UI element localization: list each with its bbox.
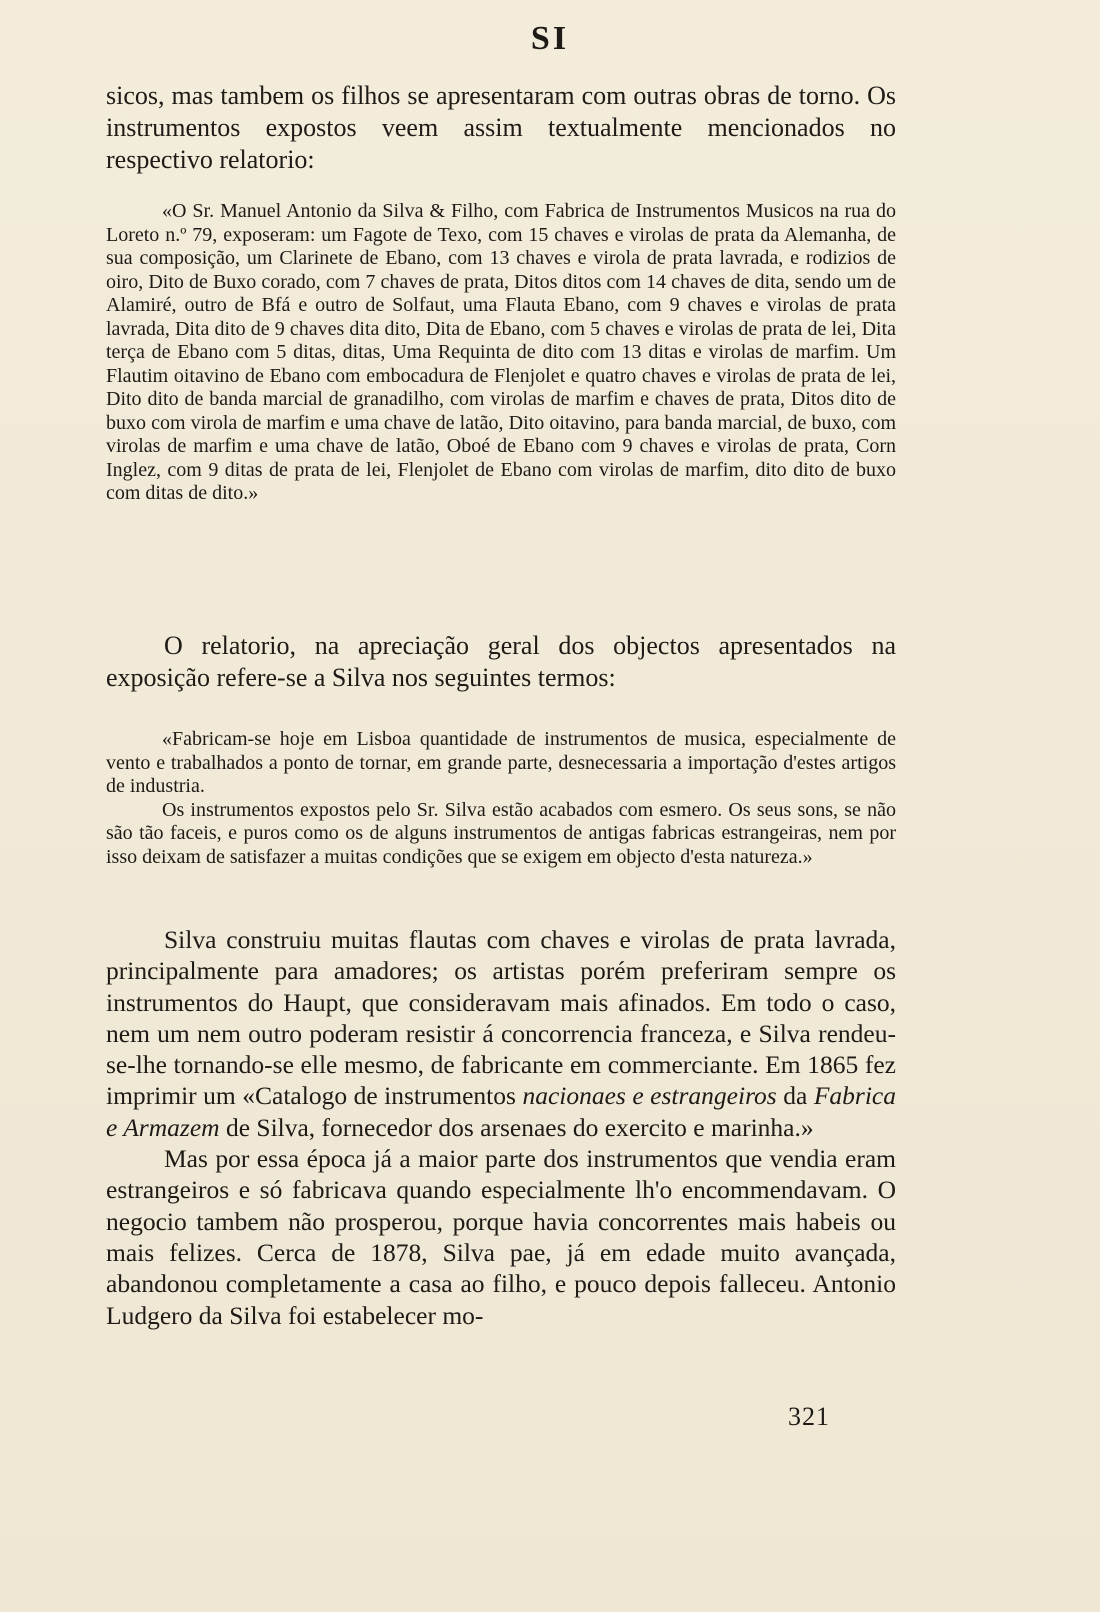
intro-text: sicos, mas tambem os filhos se apresentaram com outras obras de torno. Os instrumentos expostos veem assim textualmente mencionados no respectivo relatorio: bbox=[106, 81, 896, 174]
italic-run: Fabrica e Armazem bbox=[106, 1081, 896, 1142]
quote-2a-text: «Fabricam-se hoje em Lisboa quantidade de instrumentos de musica, especialmente de vento e trabalhados a ponto de tornar, em grande parte, desnecessaria a importação d'estes artigos de industria. bbox=[106, 728, 896, 797]
text-run: da bbox=[776, 1081, 814, 1111]
quote-2b-text: Os instrumentos expostos pelo Sr. Silva estão acabados com esmero. Os seus sons, se não são tão faceis, e puros como os de alguns instrumentos de antigas fabricas estrangeiras, nem por isso deixam de satisfazer a muitas condições que se exigem em objecto d'esta natureza.» bbox=[106, 798, 896, 868]
business-decline-paragraph: Mas por essa época já a maior parte dos instrumentos que vendia eram estrangeiros e só fabricava quando especialmente lh'o encommendavam. O negocio tambem não prosperou, porque havia concorrentes mais habeis ou mais felizes. Cerca de 1878, Silva pae, já em edade muito avançada, abandonou completamente a casa ao filho, e pouco depois falleceu. Antonio Ludgero da Silva foi estabelecer mo- bbox=[106, 1144, 896, 1330]
text-run: Silva construiu muitas flautas com chaves e virolas de prata lavrada, principalmente para amadores; os artistas porém preferiram sempre os instrumentos do Haupt, que consideravam mais afinados. Em todo o caso, nem um nem outro poderam resistir á concorrencia franceza, e Silva rendeu-se-lhe tornando-se elle mesmo, de fabricante em commerciante. Em 1865 fez imprimir um «Catalogo de instrumentos bbox=[106, 925, 896, 1111]
report-assessment-quote bbox=[106, 728, 896, 869]
page-number: 321 bbox=[788, 1402, 830, 1431]
intro-paragraph bbox=[106, 80, 896, 176]
silva-flutes-paragraph bbox=[106, 924, 896, 1143]
running-head: SI bbox=[530, 20, 570, 57]
middle-text: O relatorio, na apreciação geral dos objectos apresentados na exposição refere-se a Silva nos seguintes termos: bbox=[106, 631, 896, 692]
middle-paragraph bbox=[106, 630, 896, 694]
text-run: de Silva, fornecedor dos arsenaes do exercito e marinha.» bbox=[219, 1112, 814, 1142]
quote-1-text: «O Sr. Manuel Antonio da Silva & Filho, com Fabrica de Instrumentos Musicos na rua do Loreto n.º 79, exposeram: um Fagote de Texo, com 15 chaves e virolas de prata da Alemanha, de sua composição, um Clarinete de Ebano, com 13 chaves e virola de prata lavrada, e rodizios de oiro, Dito de Buxo corado, com 7 chaves de prata, Ditos ditos com 14 chaves de dita, sendo um de Alamiré, outro de Bfá e outro de Solfaut, uma Flauta Ebano, com 9 chaves e virolas de prata lavrada, Dita dito de 9 chaves dita dito, Dita de Ebano, com 5 chaves e virolas de prata de lei, Dita terça de Ebano com 5 ditas, ditas, Uma Requinta de dito com 13 ditas e virolas de marfim. Um Flautim oitavino de Ebano com embocadura de Flenjolet e quatro chaves e virolas de prata de lei, Dito dito de banda marcial de granadilho, com virolas de marfim e chaves de prata, Ditos dito de buxo com virola de marfim e uma chave de latão, Dito oitavino, para banda marcial, de buxo, com virolas de marfim e uma chave de latão, Oboé de Ebano com 9 chaves e virolas de prata, Corn Inglez, com 9 ditas de prata de lei, Flenjolet de Ebano com virolas de marfim, dito dito de buxo com ditas de dito.» bbox=[106, 200, 896, 504]
exhibition-report-quote bbox=[106, 200, 896, 506]
italic-run: nacionaes e estrangeiros bbox=[522, 1081, 777, 1111]
main-body bbox=[106, 924, 896, 1331]
